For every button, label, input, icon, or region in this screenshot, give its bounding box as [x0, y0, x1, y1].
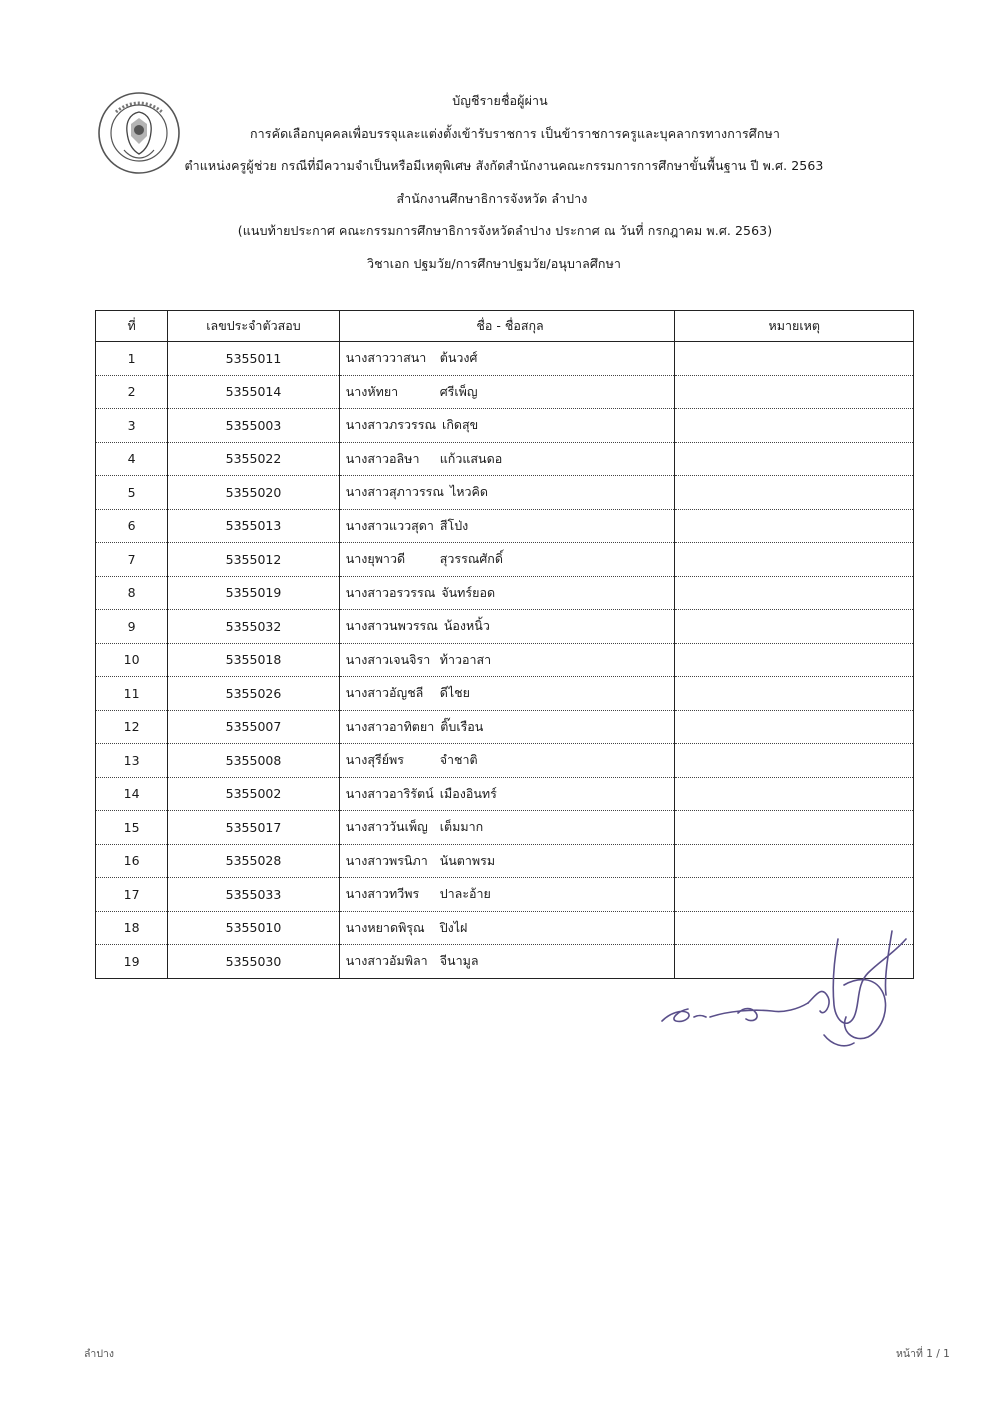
exam-id: 5355012 [168, 543, 339, 577]
exam-id: 5355010 [168, 911, 339, 945]
candidate-name [339, 576, 675, 610]
table-header-row [96, 311, 914, 342]
exam-id: 5355026 [168, 677, 339, 711]
first-name: นางสาวเจนจิรา [345, 651, 431, 667]
exam-id: 5355033 [168, 878, 339, 912]
exam-id: 5355002 [168, 777, 339, 811]
candidate-name [339, 610, 675, 644]
table-row [96, 677, 914, 711]
remark [675, 610, 914, 644]
row-number: 18 [96, 911, 168, 945]
column-header-no: ที่ [96, 311, 168, 342]
first-name: นางสาวอาทิตยา [345, 718, 435, 734]
page-number: หน้าที่ 1 / 1 [896, 1348, 950, 1360]
row-number: 6 [96, 509, 168, 543]
candidate-name [339, 777, 675, 811]
candidate-name [339, 476, 675, 510]
exam-id: 5355013 [168, 509, 339, 543]
last-name: สุวรรณศักดิ์ [439, 551, 503, 567]
table-row [96, 576, 914, 610]
row-number: 16 [96, 844, 168, 878]
header-line-office: สำนักงานศึกษาธิการจังหวัด ลำปาง [396, 190, 588, 206]
candidate-name [339, 543, 675, 577]
table-row [96, 710, 914, 744]
remark [675, 744, 914, 778]
last-name: สีโป่ง [439, 517, 469, 533]
exam-id: 5355007 [168, 710, 339, 744]
first-name: นางหัทยา [345, 383, 399, 399]
first-name: นางสาวสุภาวรรณ [345, 484, 444, 500]
document-header [0, 92, 1000, 287]
first-name: นางสาวอาริรัตน์ [345, 785, 434, 801]
candidate-name [339, 677, 675, 711]
first-name: นางยุพาวดี [345, 551, 406, 567]
remark [675, 375, 914, 409]
row-number: 10 [96, 643, 168, 677]
last-name: ดีไชย [439, 685, 470, 701]
candidate-name [339, 409, 675, 443]
candidate-name [339, 744, 675, 778]
remark [675, 543, 914, 577]
table-row [96, 342, 914, 376]
table-row [96, 811, 914, 845]
row-number: 19 [96, 945, 168, 979]
row-number: 7 [96, 543, 168, 577]
table-row [96, 409, 914, 443]
header-line-position: ตำแหน่งครูผู้ช่วย กรณีที่มีความจำเป็นหรือมีเหตุพิเศษ สังกัดสำนักงานคณะกรรมการการศึกษาขั้นพื้นฐาน ปี พ.ศ. 2563 [184, 158, 824, 173]
candidate-name [339, 878, 675, 912]
first-name: นางสาวอลิษา [345, 450, 420, 466]
row-number: 17 [96, 878, 168, 912]
candidate-name [339, 911, 675, 945]
table-row [96, 777, 914, 811]
row-number: 14 [96, 777, 168, 811]
exam-id: 5355028 [168, 844, 339, 878]
last-name: น้องหนิ้ว [443, 618, 490, 634]
last-name: นันตาพรม [439, 852, 496, 868]
candidate-name [339, 509, 675, 543]
row-number: 2 [96, 375, 168, 409]
remark [675, 811, 914, 845]
last-name: จีนามูล [439, 953, 479, 969]
exam-id: 5355019 [168, 576, 339, 610]
remark [675, 777, 914, 811]
first-name: นางสาววันเพ็ญ [345, 819, 428, 835]
first-name: นางสาวแววสุดา [345, 517, 434, 533]
row-number: 15 [96, 811, 168, 845]
exam-id: 5355017 [168, 811, 339, 845]
first-name: นางสาวอัมพิลา [345, 953, 428, 969]
row-number: 1 [96, 342, 168, 376]
remark [675, 342, 914, 376]
first-name: นางสาวอัญชลี [345, 685, 424, 701]
candidate-name [339, 375, 675, 409]
candidate-name [339, 643, 675, 677]
row-number: 3 [96, 409, 168, 443]
exam-id: 5355011 [168, 342, 339, 376]
column-header-name: ชื่อ - ชื่อสกุล [339, 311, 675, 342]
first-name: นางสาวพรนิภา [345, 852, 428, 868]
footer-province: ลำปาง [84, 1348, 115, 1360]
last-name: ต้นวงศ์ [439, 350, 478, 366]
last-name: จำชาติ [439, 752, 478, 768]
row-number: 11 [96, 677, 168, 711]
exam-id: 5355032 [168, 610, 339, 644]
column-header-exam-id: เลขประจำตัวสอบ [168, 311, 339, 342]
signature [648, 925, 918, 1065]
row-number: 5 [96, 476, 168, 510]
table-row [96, 744, 914, 778]
remark [675, 878, 914, 912]
table-row [96, 610, 914, 644]
header-line-announcement: (แนบท้ายประกาศ คณะกรรมการศึกษาธิการจังหวัดลำปาง ประกาศ ณ วันที่ กรกฎาคม พ.ศ. 2563) [237, 223, 773, 238]
first-name: นางสาววาสนา [345, 350, 427, 366]
table-row [96, 476, 914, 510]
row-number: 8 [96, 576, 168, 610]
exam-id: 5355018 [168, 643, 339, 677]
first-name: นางสาวอรวรรณ [345, 584, 436, 600]
table-row [96, 509, 914, 543]
candidate-name [339, 945, 675, 979]
last-name: ไหวคิด [449, 484, 489, 500]
last-name: เมืองอินทร์ [439, 785, 497, 801]
last-name: ติ๊บเรือน [440, 718, 484, 734]
remark [675, 576, 914, 610]
passed-candidates-table [95, 310, 914, 979]
remark [675, 409, 914, 443]
row-number: 4 [96, 442, 168, 476]
table-row [96, 442, 914, 476]
candidate-name [339, 811, 675, 845]
first-name: นางหยาดพิรุณ [345, 919, 425, 935]
last-name: จันทร์ยอด [441, 584, 496, 600]
table-row [96, 844, 914, 878]
remark [675, 710, 914, 744]
exam-id: 5355008 [168, 744, 339, 778]
remark [675, 509, 914, 543]
table-row [96, 543, 914, 577]
row-number: 13 [96, 744, 168, 778]
last-name: ท้าวอาสา [439, 651, 492, 667]
remark [675, 476, 914, 510]
exam-id: 5355014 [168, 375, 339, 409]
remark [675, 844, 914, 878]
table-row [96, 878, 914, 912]
row-number: 12 [96, 710, 168, 744]
first-name: นางสาวทวีพร [345, 886, 420, 902]
last-name: แก้วแสนดอ [439, 450, 503, 466]
first-name: นางสุรีย์พร [345, 752, 404, 768]
table-row [96, 643, 914, 677]
first-name: นางสาวนพวรรณ [345, 618, 438, 634]
row-number: 9 [96, 610, 168, 644]
last-name: ศรีเพ็ญ [439, 383, 478, 399]
remark [675, 643, 914, 677]
last-name: เกิดสุข [442, 417, 479, 433]
candidate-name [339, 342, 675, 376]
document-title: บัญชีรายชื่อผู้ผ่าน [452, 93, 548, 108]
exam-id: 5355020 [168, 476, 339, 510]
candidate-name [339, 844, 675, 878]
header-line-selection: การคัดเลือกบุคคลเพื่อบรรจุและแต่งตั้งเข้ารับราชการ เป็นข้าราชการครูและบุคลากรทางการศึกษา [250, 125, 780, 141]
exam-id: 5355003 [168, 409, 339, 443]
remark [675, 442, 914, 476]
exam-id: 5355022 [168, 442, 339, 476]
first-name: นางสาวภรวรรณ [345, 417, 437, 433]
candidate-name [339, 442, 675, 476]
remark [675, 677, 914, 711]
column-header-remark: หมายเหตุ [675, 311, 914, 342]
last-name: เต็มมาก [439, 819, 484, 835]
candidate-name [339, 710, 675, 744]
header-line-major: วิชาเอก ปฐมวัย/การศึกษาปฐมวัย/อนุบาลศึกษา [366, 255, 622, 271]
exam-id: 5355030 [168, 945, 339, 979]
table-row [96, 375, 914, 409]
last-name: ปาละอ้าย [439, 886, 491, 902]
last-name: ปิงไฝ [439, 919, 468, 935]
